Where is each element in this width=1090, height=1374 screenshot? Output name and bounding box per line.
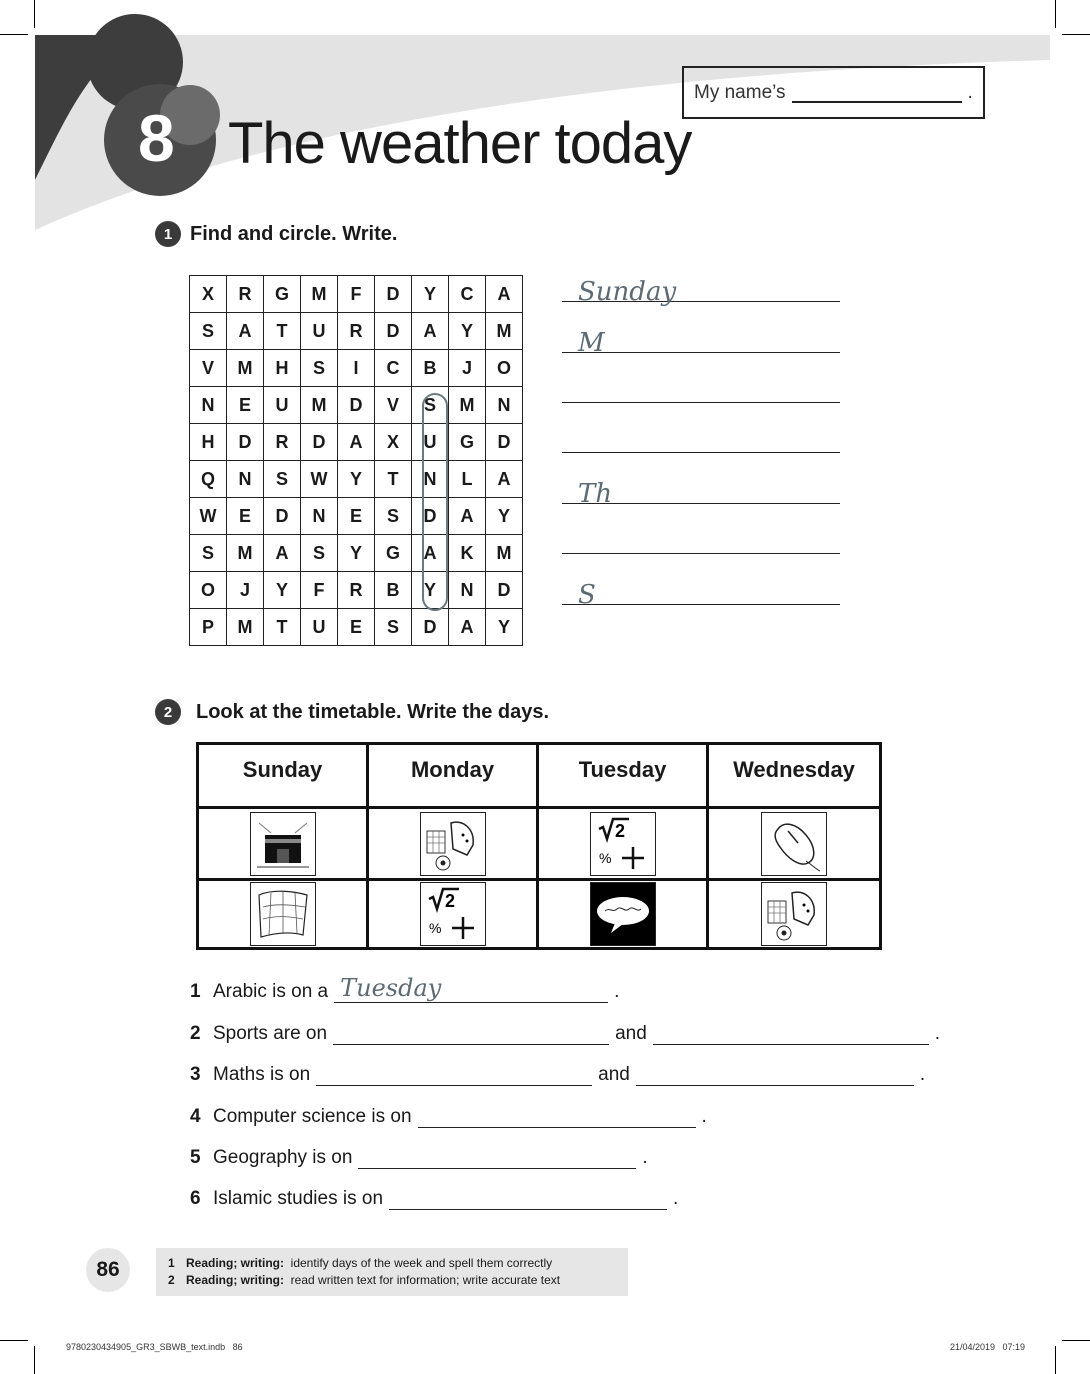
- grid-letter[interactable]: Y: [412, 572, 449, 609]
- grid-letter[interactable]: Y: [264, 572, 301, 609]
- grid-row: [190, 461, 523, 498]
- grid-letter[interactable]: D: [375, 313, 412, 350]
- exercise-badge: 2: [155, 699, 181, 725]
- timetable-cell: [709, 809, 879, 881]
- grid-letter[interactable]: U: [412, 424, 449, 461]
- answer-blank[interactable]: [389, 1187, 667, 1210]
- grid-letter[interactable]: N: [227, 461, 264, 498]
- sentence-end: .: [701, 1106, 707, 1127]
- answer-text: Sunday: [578, 277, 677, 307]
- grid-letter[interactable]: M: [227, 350, 264, 387]
- note-line: [168, 1272, 628, 1289]
- grid-letter[interactable]: A: [486, 461, 523, 498]
- grid-letter[interactable]: A: [486, 276, 523, 313]
- grid-letter[interactable]: G: [264, 276, 301, 313]
- sentence-end: .: [614, 981, 620, 1002]
- note-text: read written text for information; write accurate text: [290, 1273, 561, 1287]
- name-input-line[interactable]: [792, 83, 962, 103]
- grid-letter[interactable]: D: [375, 276, 412, 313]
- crop-mark: [1062, 34, 1090, 35]
- grid-letter[interactable]: N: [486, 387, 523, 424]
- sentence-number: 3: [190, 1064, 201, 1085]
- name-box: [682, 66, 985, 119]
- timetable-cell: [199, 881, 369, 947]
- grid-letter[interactable]: N: [301, 498, 338, 535]
- grid-letter[interactable]: F: [338, 276, 375, 313]
- sentence-number: 5: [190, 1147, 201, 1168]
- grid-letter[interactable]: D: [486, 424, 523, 461]
- answer-text: S: [578, 580, 596, 610]
- grid-letter[interactable]: A: [412, 535, 449, 572]
- note-label: Reading; writing:: [186, 1256, 284, 1270]
- grid-letter[interactable]: D: [227, 424, 264, 461]
- sports-icon: [420, 812, 486, 876]
- grid-letter[interactable]: I: [338, 350, 375, 387]
- answer-blank[interactable]: [358, 1146, 636, 1169]
- grid-letter[interactable]: N: [449, 572, 486, 609]
- grid-letter[interactable]: W: [190, 498, 227, 535]
- grid-letter[interactable]: Y: [338, 535, 375, 572]
- answer-blank[interactable]: [316, 1063, 592, 1086]
- circled-word-sunday: [422, 393, 448, 611]
- day-header: Wednesday: [709, 745, 879, 809]
- grid-letter[interactable]: V: [190, 350, 227, 387]
- timetable-cell: [539, 881, 709, 947]
- sentence-number: 2: [190, 1023, 201, 1044]
- sentence-number: 1: [190, 981, 201, 1002]
- grid-letter[interactable]: A: [449, 609, 486, 646]
- grid-letter[interactable]: E: [227, 387, 264, 424]
- crop-mark: [0, 34, 28, 35]
- answer-line[interactable]: [562, 452, 840, 453]
- name-label: My name’s: [694, 81, 786, 103]
- word-search-grid: [189, 275, 523, 646]
- grid-letter[interactable]: H: [190, 424, 227, 461]
- timetable-cell: [539, 809, 709, 881]
- grid-letter[interactable]: S: [190, 535, 227, 572]
- grid-letter[interactable]: M: [486, 535, 523, 572]
- sports-icon: [761, 882, 827, 946]
- exercise-badge: 1: [155, 221, 181, 247]
- sentence-text: Arabic is on a: [213, 981, 329, 1002]
- answer-text: Th: [578, 479, 613, 509]
- kaaba-icon: [250, 812, 316, 876]
- answer-text: M: [578, 328, 605, 358]
- grid-letter[interactable]: C: [449, 276, 486, 313]
- arabic-speech-bubble-icon: [590, 882, 656, 946]
- sentence-text: Sports are on: [213, 1023, 328, 1044]
- grid-letter[interactable]: H: [264, 350, 301, 387]
- grid-row: [190, 313, 523, 350]
- grid-letter[interactable]: G: [449, 424, 486, 461]
- page-title: The weather today: [228, 111, 692, 176]
- grid-letter[interactable]: G: [375, 535, 412, 572]
- grid-letter[interactable]: S: [412, 387, 449, 424]
- grid-letter[interactable]: Y: [486, 498, 523, 535]
- svg-text:2: 2: [614, 820, 625, 841]
- svg-text:%: %: [598, 849, 611, 866]
- name-end: .: [967, 81, 973, 103]
- grid-letter[interactable]: K: [449, 535, 486, 572]
- grid-row: [190, 424, 523, 461]
- grid-letter[interactable]: D: [412, 609, 449, 646]
- grid-letter[interactable]: M: [301, 387, 338, 424]
- date-info: 21/04/2019 07:19: [950, 1342, 1026, 1352]
- grid-letter[interactable]: C: [375, 350, 412, 387]
- sentence-end: .: [934, 1023, 941, 1044]
- grid-letter[interactable]: Q: [190, 461, 227, 498]
- grid-letter[interactable]: M: [227, 535, 264, 572]
- grid-letter[interactable]: P: [190, 609, 227, 646]
- day-header: Sunday: [199, 745, 369, 809]
- grid-letter[interactable]: A: [264, 535, 301, 572]
- grid-letter[interactable]: R: [338, 313, 375, 350]
- grid-letter[interactable]: Y: [449, 313, 486, 350]
- grid-letter[interactable]: V: [375, 387, 412, 424]
- grid-letter[interactable]: S: [375, 609, 412, 646]
- timetable-cell: [369, 809, 539, 881]
- grid-letter[interactable]: A: [449, 498, 486, 535]
- grid-letter[interactable]: D: [264, 498, 301, 535]
- grid-letter[interactable]: A: [227, 313, 264, 350]
- sentence-1: [190, 974, 620, 1003]
- grid-letter[interactable]: Y: [486, 609, 523, 646]
- sentence-5: [190, 1146, 648, 1169]
- grid-row: [190, 387, 523, 424]
- sentence-number: 6: [190, 1188, 201, 1209]
- computer-mouse-icon: [761, 812, 827, 876]
- grid-letter[interactable]: A: [412, 313, 449, 350]
- grid-letter[interactable]: O: [190, 572, 227, 609]
- sentence-text: Computer science is on: [213, 1106, 412, 1127]
- timetable-cell: [369, 881, 539, 947]
- sentence-text: Islamic studies is on: [213, 1188, 384, 1209]
- grid-letter[interactable]: A: [338, 424, 375, 461]
- grid-letter[interactable]: M: [227, 609, 264, 646]
- grid-letter[interactable]: B: [375, 572, 412, 609]
- grid-letter[interactable]: E: [338, 498, 375, 535]
- svg-text:2: 2: [444, 891, 455, 911]
- crop-mark: [1055, 0, 1056, 28]
- page-number: 86: [86, 1248, 130, 1292]
- grid-letter[interactable]: T: [264, 609, 301, 646]
- sentence-4: [190, 1105, 707, 1128]
- answer-line[interactable]: [562, 402, 840, 403]
- crop-mark: [0, 1340, 28, 1341]
- answer-line[interactable]: [562, 604, 840, 605]
- grid-row: [190, 535, 523, 572]
- sentence-3: [190, 1063, 925, 1086]
- handwritten-answer: Tuesday: [340, 974, 442, 1002]
- note-number: 1: [168, 1256, 175, 1270]
- grid-letter[interactable]: M: [486, 313, 523, 350]
- grid-letter[interactable]: D: [301, 424, 338, 461]
- exercise1-instruction: Find and circle. Write.: [190, 223, 398, 245]
- grid-letter[interactable]: Y: [412, 276, 449, 313]
- note-number: 2: [168, 1273, 175, 1287]
- answer-blank[interactable]: [333, 1022, 609, 1045]
- grid-letter[interactable]: D: [412, 498, 449, 535]
- grid-letter[interactable]: T: [264, 313, 301, 350]
- grid-row: [190, 350, 523, 387]
- chapter-number: 8: [138, 101, 175, 175]
- sentence-conjunction: and: [598, 1064, 630, 1085]
- note-line: [168, 1255, 628, 1272]
- file-info: 9780230434905_GR3_SBWB_text.indb 86: [66, 1342, 243, 1352]
- grid-letter[interactable]: R: [227, 276, 264, 313]
- grid-letter[interactable]: R: [264, 424, 301, 461]
- sentence-end: .: [919, 1064, 926, 1085]
- grid-letter[interactable]: D: [338, 387, 375, 424]
- exercise2-instruction: Look at the timetable. Write the days.: [196, 701, 550, 723]
- grid-letter[interactable]: L: [449, 461, 486, 498]
- svg-text:%: %: [428, 920, 441, 936]
- note-text: identify days of the week and spell them correctly: [290, 1256, 553, 1270]
- grid-row: [190, 498, 523, 535]
- sentence-number: 4: [190, 1106, 201, 1127]
- answer-blank[interactable]: [653, 1022, 929, 1045]
- grid-letter[interactable]: U: [264, 387, 301, 424]
- grid-letter[interactable]: S: [301, 535, 338, 572]
- sentence-end: .: [642, 1147, 648, 1168]
- grid-letter[interactable]: Y: [338, 461, 375, 498]
- maths-icon: [420, 882, 486, 946]
- grid-letter[interactable]: S: [375, 498, 412, 535]
- timetable-cell: [199, 809, 369, 881]
- timetable: [196, 742, 882, 950]
- note-label: Reading; writing:: [186, 1273, 284, 1287]
- grid-row: [190, 572, 523, 609]
- crop-mark: [34, 0, 35, 28]
- grid-letter[interactable]: U: [301, 609, 338, 646]
- day-header: Monday: [369, 745, 539, 809]
- teacher-notes: [156, 1248, 628, 1296]
- grid-letter[interactable]: J: [227, 572, 264, 609]
- sentence-end: .: [673, 1188, 679, 1209]
- grid-letter[interactable]: F: [301, 572, 338, 609]
- grid-letter[interactable]: X: [375, 424, 412, 461]
- grid-letter[interactable]: B: [412, 350, 449, 387]
- globe-map-icon: [250, 882, 316, 946]
- grid-row: [190, 609, 523, 646]
- sentence-2: [190, 1022, 940, 1045]
- grid-row: [190, 276, 523, 313]
- grid-letter[interactable]: N: [412, 461, 449, 498]
- crop-mark: [1055, 1346, 1056, 1374]
- grid-letter[interactable]: M: [449, 387, 486, 424]
- grid-letter[interactable]: U: [301, 313, 338, 350]
- grid-letter[interactable]: R: [338, 572, 375, 609]
- timetable-cell: [709, 881, 879, 947]
- grid-letter[interactable]: M: [301, 276, 338, 313]
- sentence-text: Geography is on: [213, 1147, 353, 1168]
- crop-mark: [1062, 1340, 1090, 1341]
- grid-letter[interactable]: X: [190, 276, 227, 313]
- grid-letter[interactable]: D: [486, 572, 523, 609]
- grid-letter[interactable]: S: [264, 461, 301, 498]
- answer-line[interactable]: [562, 553, 840, 554]
- grid-letter[interactable]: S: [301, 350, 338, 387]
- grid-letter[interactable]: E: [338, 609, 375, 646]
- answer-blank[interactable]: [418, 1105, 696, 1128]
- grid-letter[interactable]: E: [227, 498, 264, 535]
- answer-blank[interactable]: [636, 1063, 914, 1086]
- sentence-text: Maths is on: [213, 1064, 311, 1085]
- answer-blank[interactable]: [334, 974, 608, 1003]
- maths-icon: [590, 812, 656, 876]
- grid-letter[interactable]: S: [190, 313, 227, 350]
- crop-mark: [34, 1346, 35, 1374]
- sentence-6: [190, 1187, 678, 1210]
- grid-letter[interactable]: T: [375, 461, 412, 498]
- grid-letter[interactable]: W: [301, 461, 338, 498]
- sentence-conjunction: and: [615, 1023, 647, 1044]
- grid-letter[interactable]: J: [449, 350, 486, 387]
- grid-letter[interactable]: N: [190, 387, 227, 424]
- day-header: Tuesday: [539, 745, 709, 809]
- grid-letter[interactable]: O: [486, 350, 523, 387]
